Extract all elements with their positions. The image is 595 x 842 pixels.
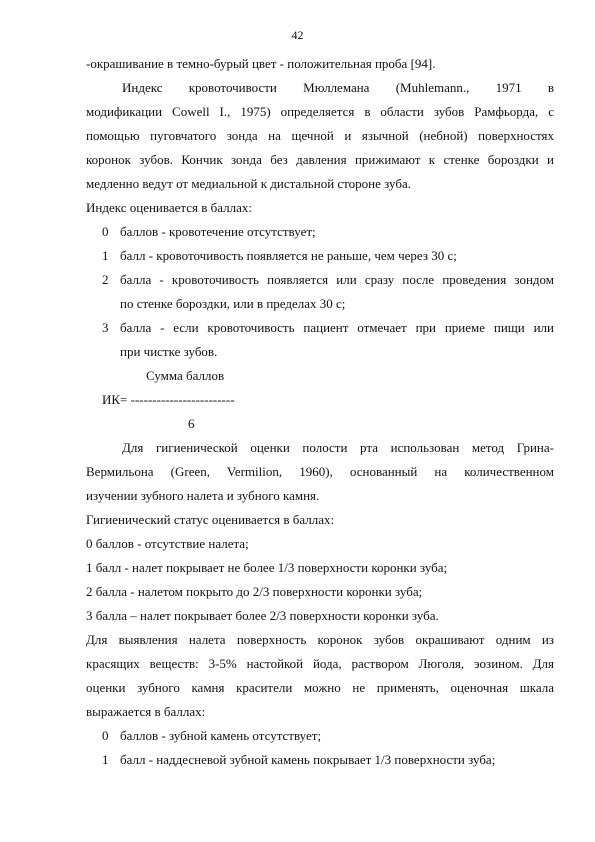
paragraph-line: помощью пуговчатого зонда на щечной и язычной (небной) поверхностях [86, 128, 554, 143]
list-number: 3 [102, 320, 109, 335]
list-number: 0 [102, 728, 109, 743]
page-number: 42 [291, 28, 304, 42]
formula-fraction-line: ИК= ------------------------ [102, 392, 235, 407]
formula-numerator: Сумма баллов [146, 368, 225, 383]
paragraph-line: Для выявления налета поверхность коронок зубов окрашивают одним из [86, 632, 554, 647]
list-text: баллов - зубной камень отсутствует; [120, 728, 322, 743]
list-number: 1 [102, 752, 109, 767]
list-text: балл - кровоточивость появляется не раньше, чем через 30 с; [120, 248, 457, 263]
paragraph-line: выражается в баллах: [86, 704, 206, 719]
list-number: 0 [102, 224, 109, 239]
paragraph-line: медленно ведут от медиальной к дистальной стороне зуба. [86, 176, 411, 191]
list-item [86, 748, 554, 772]
formula-denominator: 6 [188, 416, 195, 431]
list-item: 0 баллов - отсутствие налета; [86, 536, 249, 551]
text-line: -окрашивание в темно-бурый цвет - положительная проба [94]. [86, 56, 436, 71]
page-body [86, 52, 554, 772]
paragraph-line: коронок зубов. Кончик зонда без давления прижимают к стенке бороздки и [86, 152, 554, 167]
list-item: 3 балла – налет покрывает более 2/3 поверхности коронки зуба. [86, 608, 439, 623]
list-item [86, 316, 554, 340]
paragraph-line: оценки зубного камня красители можно не применять, оценочная шкала [86, 680, 554, 695]
list-text: баллов - кровотечение отсутствует; [120, 224, 316, 239]
list-text: балла - если кровоточивость пациент отмечает при приеме пищи или [120, 320, 554, 335]
paragraph-line: модификации Cowell I., 1975) определяется в области зубов Рамфьорда, с [86, 104, 554, 119]
list-number: 2 [102, 272, 109, 287]
paragraph-line: Вермильона (Green, Vermilion, 1960), основанный на количественном [86, 464, 554, 479]
paragraph-line: красящих веществ: 3-5% настойкой йода, раствором Люголя, эозином. Для [86, 656, 554, 671]
list-item [86, 724, 554, 748]
list-item: 1 балл - налет покрывает не более 1/3 поверхности коронки зуба; [86, 560, 448, 575]
list-item [86, 268, 554, 292]
paragraph-line: Для гигиенической оценки полости рта использован метод Грина- [122, 440, 554, 455]
list-continuation: при чистке зубов. [120, 344, 218, 359]
list-item [86, 244, 554, 268]
paragraph-line: изучении зубного налета и зубного камня. [86, 488, 320, 503]
list-item: 2 балла - налетом покрыто до 2/3 поверхности коронки зуба; [86, 584, 423, 599]
list-intro: Индекс оценивается в баллах: [86, 200, 252, 215]
paragraph-line: Индекс кровоточивости Мюллемана (Muhlemann., 1971 в [122, 80, 554, 95]
list-intro: Гигиенический статус оценивается в баллах: [86, 512, 335, 527]
list-number: 1 [102, 248, 109, 263]
list-item [86, 220, 554, 244]
list-text: балла - кровоточивость появляется или сразу после проведения зондом [120, 272, 554, 287]
list-continuation: по стенке бороздки, или в пределах 30 с; [120, 296, 346, 311]
list-text: балл - наддесневой зубной камень покрывает 1/3 поверхности зуба; [120, 752, 496, 767]
